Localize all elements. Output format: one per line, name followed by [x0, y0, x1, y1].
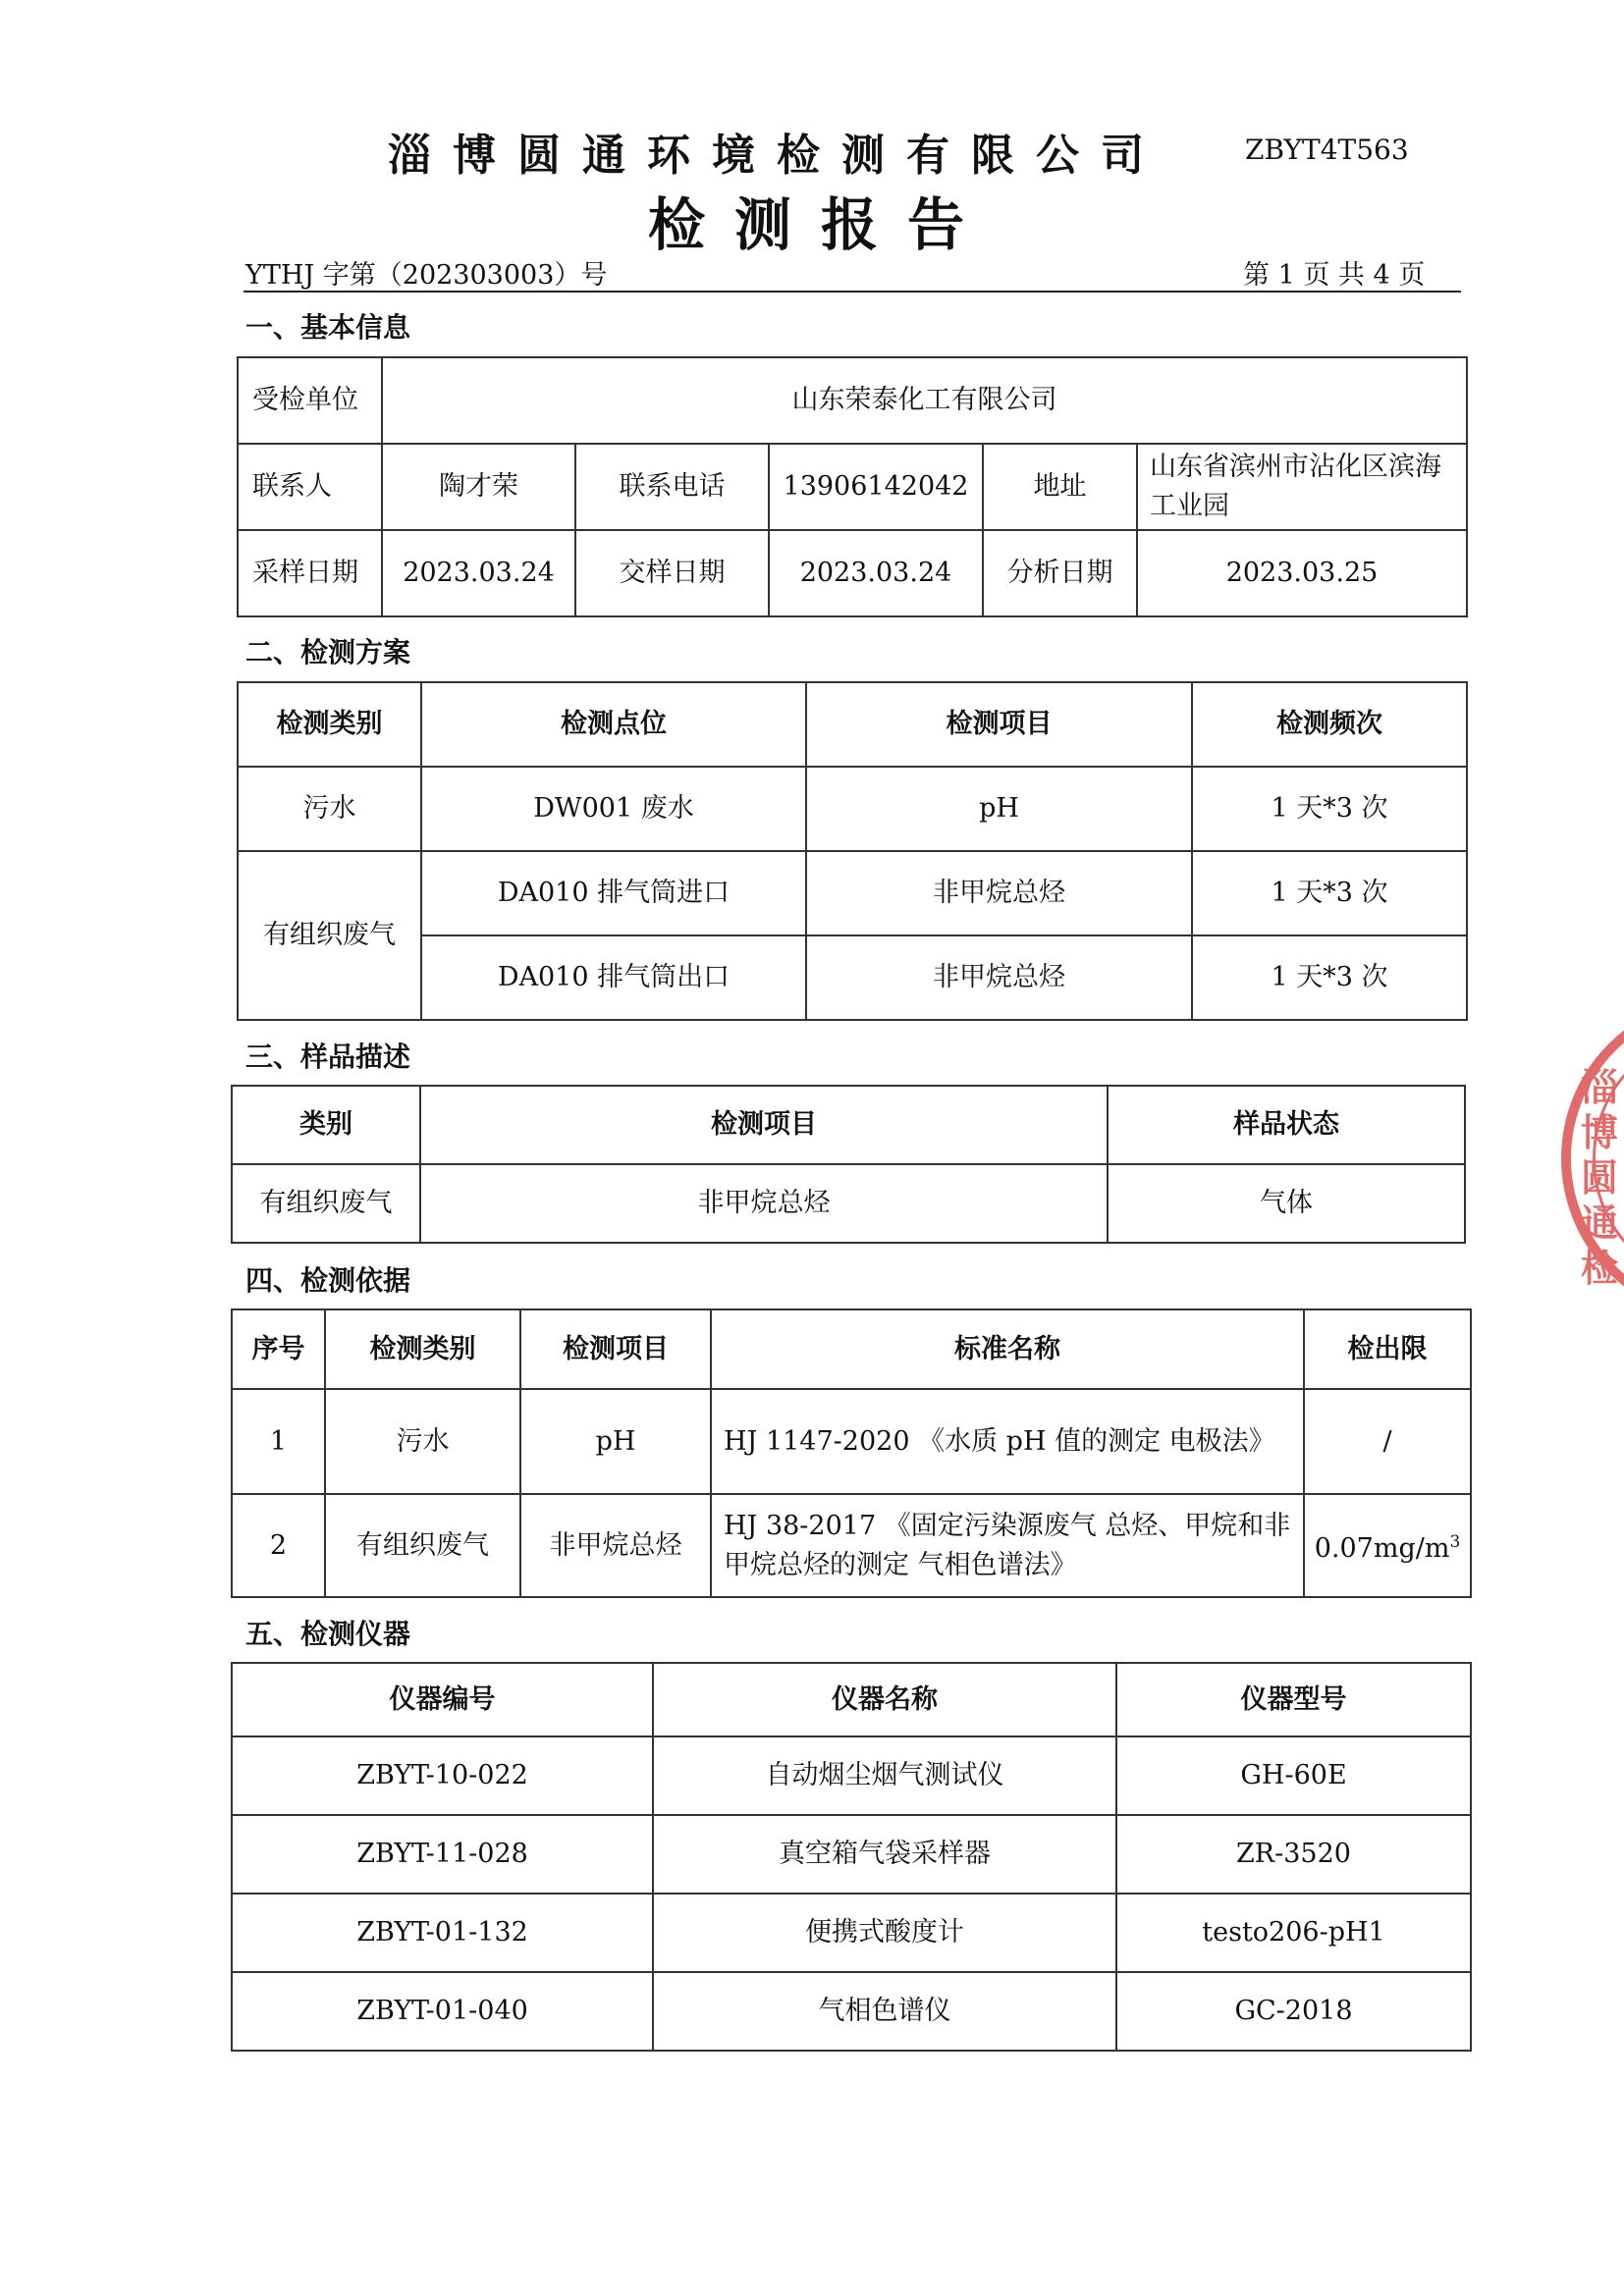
table-row [232, 1815, 1471, 1894]
instrument-model: GH-60E [1116, 1736, 1471, 1815]
company-seal [1561, 996, 1624, 1320]
table-row [232, 1736, 1471, 1815]
plan-frequency: 1 天*3 次 [1192, 767, 1467, 851]
basis-limit: / [1304, 1389, 1471, 1494]
basis-header-item: 检测项目 [520, 1309, 711, 1389]
sample-header-state: 样品状态 [1108, 1086, 1465, 1164]
instrument-header-name: 仪器名称 [653, 1663, 1116, 1736]
contact-value: 陶才荣 [382, 444, 575, 530]
section-instrument-title: 五、检测仪器 [245, 1618, 411, 1650]
instrument-name: 气相色谱仪 [653, 1972, 1116, 2051]
address-label: 地址 [983, 444, 1137, 530]
table-row [238, 851, 1467, 935]
basis-category: 有组织废气 [325, 1494, 520, 1597]
sample-category: 有组织废气 [232, 1164, 420, 1243]
plan-frequency: 1 天*3 次 [1192, 935, 1467, 1020]
instrument-id: ZBYT-01-040 [232, 1972, 653, 2051]
sample-table [231, 1085, 1466, 1244]
delivery-date-label: 交样日期 [575, 530, 769, 616]
section-basic-info-title: 一、基本信息 [245, 311, 411, 344]
plan-table [237, 681, 1468, 1021]
basis-no: 2 [232, 1494, 325, 1597]
instrument-id: ZBYT-01-132 [232, 1894, 653, 1972]
basis-limit-superscript: 3 [1449, 1532, 1461, 1552]
plan-item: 非甲烷总烃 [806, 851, 1192, 935]
table-row [232, 1894, 1471, 1972]
plan-header-category: 检测类别 [238, 682, 421, 767]
address-value: 山东省滨州市沾化区滨海工业园 [1137, 444, 1467, 530]
delivery-date-value: 2023.03.24 [769, 530, 983, 616]
table-row [232, 1389, 1471, 1494]
seal-text: 淄博圆通检 [1581, 1066, 1619, 1290]
sample-state: 气体 [1108, 1164, 1465, 1243]
instrument-table [231, 1662, 1472, 2052]
basis-standard: HJ 1147-2020 《水质 pH 值的测定 电极法》 [711, 1389, 1304, 1494]
table-row [232, 1494, 1471, 1597]
basis-no: 1 [232, 1389, 325, 1494]
plan-point: DW001 废水 [421, 767, 806, 851]
sample-item: 非甲烷总烃 [420, 1164, 1108, 1243]
basis-header-category: 检测类别 [325, 1309, 520, 1389]
plan-point: DA010 排气筒出口 [421, 935, 806, 1020]
instrument-name: 真空箱气袋采样器 [653, 1815, 1116, 1894]
analysis-date-label: 分析日期 [983, 530, 1137, 616]
basis-table [231, 1308, 1472, 1598]
basis-header-no: 序号 [232, 1309, 325, 1389]
plan-category: 有组织废气 [238, 851, 421, 1020]
basis-limit: 0.07mg/m [1314, 1533, 1450, 1564]
instrument-model: testo206-pH1 [1116, 1894, 1471, 1972]
instrument-name: 便携式酸度计 [653, 1894, 1116, 1972]
phone-label: 联系电话 [575, 444, 769, 530]
section-plan-title: 二、检测方案 [245, 636, 411, 668]
header-divider [244, 291, 1461, 293]
plan-item: pH [806, 767, 1192, 851]
plan-frequency: 1 天*3 次 [1192, 851, 1467, 935]
instrument-header-model: 仪器型号 [1116, 1663, 1471, 1736]
sample-date-label: 采样日期 [238, 530, 382, 616]
instrument-id: ZBYT-11-028 [232, 1815, 653, 1894]
section-basis-title: 四、检测依据 [245, 1264, 411, 1297]
plan-category: 污水 [238, 767, 421, 851]
report-code: ZBYT4T563 [1245, 133, 1409, 166]
phone-value: 13906142042 [769, 444, 983, 530]
basis-limit-cell [1304, 1494, 1471, 1597]
basic-info-table [237, 356, 1468, 617]
company-name: 淄博圆通环境检测有限公司 [388, 131, 1165, 181]
table-row [232, 1972, 1471, 2051]
sample-date-value: 2023.03.24 [382, 530, 575, 616]
document-number: YTHJ 字第（202303003）号 [245, 260, 608, 291]
plan-header-item: 检测项目 [806, 682, 1192, 767]
table-row [238, 935, 1467, 1020]
basis-header-limit: 检出限 [1304, 1309, 1471, 1389]
basis-standard: HJ 38-2017 《固定污染源废气 总烃、甲烷和非甲烷总烃的测定 气相色谱法》 [711, 1494, 1304, 1597]
report-title: 检测报告 [648, 191, 995, 258]
basis-item: pH [520, 1389, 711, 1494]
plan-point: DA010 排气筒进口 [421, 851, 806, 935]
instrument-model: GC-2018 [1116, 1972, 1471, 2051]
analysis-date-value: 2023.03.25 [1137, 530, 1467, 616]
basis-header-standard: 标准名称 [711, 1309, 1304, 1389]
instrument-header-id: 仪器编号 [232, 1663, 653, 1736]
plan-header-point: 检测点位 [421, 682, 806, 767]
sample-header-category: 类别 [232, 1086, 420, 1164]
client-value: 山东荣泰化工有限公司 [382, 357, 1467, 444]
instrument-model: ZR-3520 [1116, 1815, 1471, 1894]
page-info: 第 1 页 共 4 页 [1243, 260, 1426, 291]
table-row [232, 1164, 1465, 1243]
section-sample-title: 三、样品描述 [245, 1041, 411, 1073]
plan-item: 非甲烷总烃 [806, 935, 1192, 1020]
instrument-id: ZBYT-10-022 [232, 1736, 653, 1815]
table-row [238, 767, 1467, 851]
basis-item: 非甲烷总烃 [520, 1494, 711, 1597]
client-label: 受检单位 [238, 357, 382, 444]
basis-category: 污水 [325, 1389, 520, 1494]
instrument-name: 自动烟尘烟气测试仪 [653, 1736, 1116, 1815]
contact-label: 联系人 [238, 444, 382, 530]
sample-header-item: 检测项目 [420, 1086, 1108, 1164]
plan-header-frequency: 检测频次 [1192, 682, 1467, 767]
